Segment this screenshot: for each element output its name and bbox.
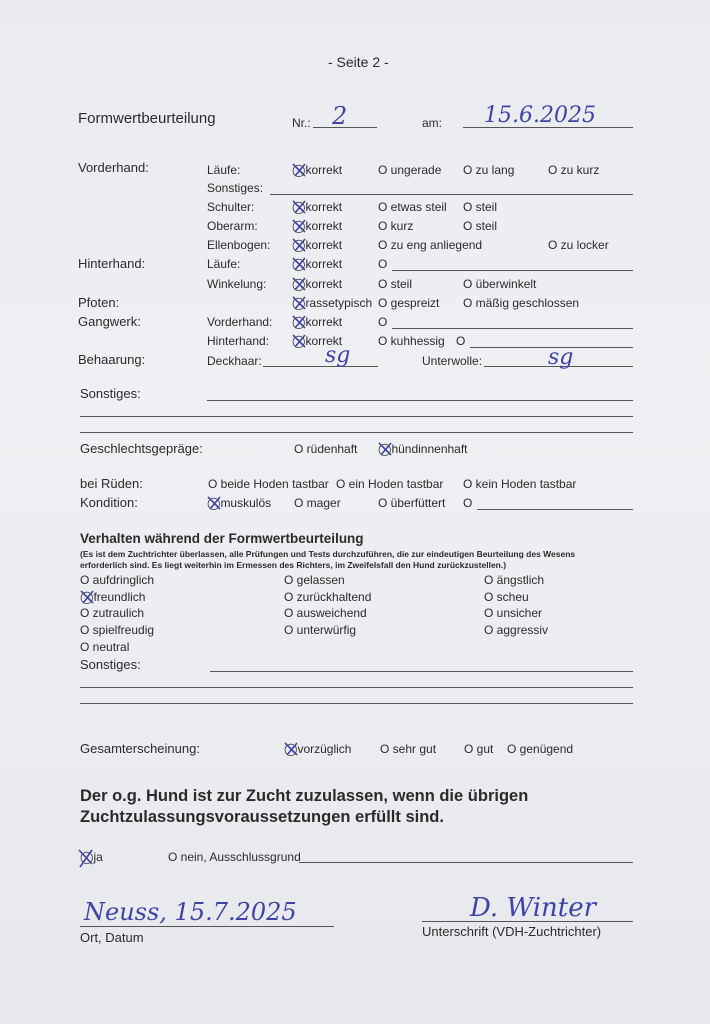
check-mark-icon bbox=[80, 590, 94, 604]
date-value[interactable]: 15.6.2025 bbox=[484, 103, 596, 128]
check-mark-icon bbox=[378, 442, 392, 456]
schulter-label: Schulter: bbox=[207, 200, 255, 214]
rueden-label: bei Rüden: bbox=[80, 476, 143, 491]
winkelung-ueberwinkelt[interactable]: O überwinkelt bbox=[463, 277, 537, 291]
vorderhand-sonstiges-label: Sonstiges: bbox=[207, 181, 264, 195]
sonstiges-line-2[interactable] bbox=[80, 416, 633, 417]
winkelung-steil[interactable]: O steil bbox=[378, 277, 413, 291]
date-label: am: bbox=[422, 116, 443, 130]
kondition-other[interactable]: O bbox=[463, 496, 473, 510]
check-mark-icon bbox=[78, 848, 94, 868]
pfoten-gespreizt[interactable]: O gespreizt bbox=[378, 296, 440, 310]
geschlecht-huendinnenhaft[interactable]: ◯hündinnenhaft bbox=[378, 442, 468, 456]
vh-laeufe-korrekt[interactable]: ◯korrekt bbox=[292, 163, 343, 177]
check-mark-icon bbox=[292, 257, 306, 271]
vorderhand-label: Vorderhand: bbox=[78, 160, 149, 175]
unterwolle-value[interactable]: sg bbox=[548, 345, 574, 370]
rueden-ein[interactable]: O ein Hoden tastbar bbox=[336, 477, 444, 491]
pfoten-label: Pfoten: bbox=[78, 295, 120, 310]
verhalten-sonstiges-line-1[interactable] bbox=[210, 671, 633, 672]
schulter-korrekt[interactable]: ◯korrekt bbox=[292, 200, 343, 214]
behaarung-label: Behaarung: bbox=[78, 352, 146, 367]
winkelung-label: Winkelung: bbox=[207, 277, 267, 291]
verhalten-note-2: erforderlich sind. Es liegt weiterhin im Ermessen des Richters, im Zweifelsfall den Hund zurückzustellen.) bbox=[80, 560, 507, 570]
nr-label: Nr.: bbox=[292, 116, 311, 130]
pfoten-maessig[interactable]: O mäßig geschlossen bbox=[463, 296, 580, 310]
deckhaar-value[interactable]: sg bbox=[325, 343, 351, 368]
verhalten-neutral[interactable]: O neutral bbox=[80, 640, 130, 654]
oberarm-label: Oberarm: bbox=[207, 219, 258, 233]
gesamt-genuegend[interactable]: O genügend bbox=[507, 742, 574, 756]
gw-hh-korrekt[interactable]: ◯korrekt bbox=[292, 334, 343, 348]
form-title: Formwertbeurteilung bbox=[78, 110, 216, 127]
verhalten-gelassen[interactable]: O gelassen bbox=[284, 573, 345, 587]
unterwolle-label: Unterwolle: bbox=[422, 354, 483, 368]
gangwerk-vorderhand-label: Vorderhand: bbox=[207, 315, 273, 329]
gw-vh-korrekt[interactable]: ◯korrekt bbox=[292, 315, 343, 329]
signature-line bbox=[422, 921, 633, 922]
place-date-line bbox=[80, 926, 334, 927]
hh-laeufe-korrekt[interactable]: ◯korrekt bbox=[292, 257, 343, 271]
check-mark-icon bbox=[292, 334, 306, 348]
gw-hh-other[interactable]: O bbox=[456, 334, 466, 348]
vh-laeufe-zu-kurz[interactable]: O zu kurz bbox=[548, 163, 600, 177]
schulter-steil[interactable]: O steil bbox=[463, 200, 498, 214]
zucht-statement-1: Der o.g. Hund ist zur Zucht zuzulassen, wenn die übrigen bbox=[80, 787, 529, 805]
check-mark-icon bbox=[292, 277, 306, 291]
verhalten-zutraulich[interactable]: O zutraulich bbox=[80, 606, 145, 620]
gw-hh-kuhhessig[interactable]: O kuhhessig bbox=[378, 334, 445, 348]
verhalten-aengstlich[interactable]: O ängstlich bbox=[484, 573, 545, 587]
kondition-ueberfuettert[interactable]: O überfüttert bbox=[378, 496, 446, 510]
ausschlussgrund-line[interactable] bbox=[299, 862, 633, 863]
hinterhand-label: Hinterhand: bbox=[78, 256, 146, 271]
check-mark-icon bbox=[292, 296, 306, 310]
check-mark-icon bbox=[207, 496, 221, 510]
sonstiges-label: Sonstiges: bbox=[80, 386, 141, 401]
verhalten-spielfreudig[interactable]: O spielfreudig bbox=[80, 623, 155, 637]
vh-laeufe-zu-lang[interactable]: O zu lang bbox=[463, 163, 515, 177]
verhalten-sonstiges-line-2[interactable] bbox=[80, 687, 633, 688]
pfoten-rassetypisch[interactable]: ◯rassetypisch bbox=[292, 296, 373, 310]
verhalten-note-1: (Es ist dem Zuchtrichter überlassen, alle Prüfungen und Tests durchzuführen, die zur eindeutigen Beurteilung des Wesens bbox=[80, 549, 576, 559]
check-mark-icon bbox=[292, 315, 306, 329]
ellenbogen-korrekt[interactable]: ◯korrekt bbox=[292, 238, 343, 252]
gesamt-gut[interactable]: O gut bbox=[464, 742, 494, 756]
deckhaar-label: Deckhaar: bbox=[207, 354, 262, 368]
winkelung-korrekt[interactable]: ◯korrekt bbox=[292, 277, 343, 291]
gw-vh-line[interactable] bbox=[392, 328, 633, 329]
verhalten-unsicher[interactable]: O unsicher bbox=[484, 606, 543, 620]
vorderhand-laeufe-label: Läufe: bbox=[207, 163, 241, 177]
sonstiges-line-3[interactable] bbox=[80, 432, 633, 433]
kondition-line[interactable] bbox=[477, 509, 633, 510]
geschlecht-label: Geschlechtsgepräge: bbox=[80, 441, 203, 456]
kondition-label: Kondition: bbox=[80, 495, 138, 510]
verhalten-unterwuerfig[interactable]: O unterwürfig bbox=[284, 623, 357, 637]
place-date-label: Ort, Datum bbox=[80, 930, 144, 945]
gesamt-vorzueglich[interactable]: ◯vorzüglich bbox=[284, 742, 352, 756]
verhalten-aggressiv[interactable]: O aggressiv bbox=[484, 623, 549, 637]
gangwerk-label: Gangwerk: bbox=[78, 314, 141, 329]
zucht-statement-2: Zuchtzulassungsvoraussetzungen erfüllt sind. bbox=[80, 808, 444, 826]
page-number: - Seite 2 - bbox=[328, 54, 389, 70]
zucht-nein[interactable]: O nein, Ausschlussgrund bbox=[168, 850, 301, 864]
vorderhand-sonstiges-line[interactable] bbox=[270, 194, 633, 195]
ellenbogen-zu-eng[interactable]: O zu eng anliegend bbox=[378, 238, 483, 252]
verhalten-sonstiges-label: Sonstiges: bbox=[80, 657, 141, 672]
gangwerk-hinterhand-label: Hinterhand: bbox=[207, 334, 270, 348]
verhalten-zurueckhaltend[interactable]: O zurückhaltend bbox=[284, 590, 372, 604]
gesamt-label: Gesamterscheinung: bbox=[80, 741, 200, 756]
kondition-muskuloes[interactable]: ◯muskulös bbox=[207, 496, 272, 510]
oberarm-steil[interactable]: O steil bbox=[463, 219, 498, 233]
check-mark-icon bbox=[292, 238, 306, 252]
sonstiges-line-1[interactable] bbox=[207, 400, 633, 401]
ellenbogen-label: Ellenbogen: bbox=[207, 238, 271, 252]
check-mark-icon bbox=[284, 742, 298, 756]
verhalten-scheu[interactable]: O scheu bbox=[484, 590, 529, 604]
ellenbogen-zu-locker[interactable]: O zu locker bbox=[548, 238, 609, 252]
check-mark-icon bbox=[292, 200, 306, 214]
oberarm-korrekt[interactable]: ◯korrekt bbox=[292, 219, 343, 233]
rueden-kein[interactable]: O kein Hoden tastbar bbox=[463, 477, 577, 491]
check-mark-icon bbox=[292, 163, 306, 177]
gw-vh-other[interactable]: O bbox=[378, 315, 388, 329]
nr-value[interactable]: 2 bbox=[332, 102, 348, 130]
hh-laeufe-other[interactable]: O bbox=[378, 257, 388, 271]
signature-handwritten[interactable]: D. Winter bbox=[470, 893, 597, 923]
place-date-handwritten[interactable]: Neuss, 15.7.2025 bbox=[84, 898, 297, 926]
deckhaar-line bbox=[263, 366, 378, 367]
verhalten-ausweichend[interactable]: O ausweichend bbox=[284, 606, 367, 620]
kondition-mager[interactable]: O mager bbox=[294, 496, 341, 510]
check-mark-icon bbox=[292, 219, 306, 233]
verhalten-aufdringlich[interactable]: O aufdringlich bbox=[80, 573, 155, 587]
schulter-etwas-steil[interactable]: O etwas steil bbox=[378, 200, 447, 214]
hh-laeufe-line[interactable] bbox=[392, 270, 633, 271]
vh-laeufe-ungerade[interactable]: O ungerade bbox=[378, 163, 442, 177]
gesamt-sehr-gut[interactable]: O sehr gut bbox=[380, 742, 437, 756]
rueden-beide[interactable]: O beide Hoden tastbar bbox=[208, 477, 329, 491]
signature-label: Unterschrift (VDH-Zuchtrichter) bbox=[422, 924, 602, 939]
zucht-ja[interactable]: ◯ja bbox=[80, 850, 103, 864]
verhalten-sonstiges-line-3[interactable] bbox=[80, 703, 633, 704]
verhalten-freundlich[interactable]: ◯freundlich bbox=[80, 590, 146, 604]
geschlecht-ruedenhaft[interactable]: O rüdenhaft bbox=[294, 442, 358, 456]
oberarm-kurz[interactable]: O kurz bbox=[378, 219, 414, 233]
hinterhand-laeufe-label: Läufe: bbox=[207, 257, 241, 271]
verhalten-heading: Verhalten während der Formwertbeurteilung bbox=[80, 531, 364, 546]
